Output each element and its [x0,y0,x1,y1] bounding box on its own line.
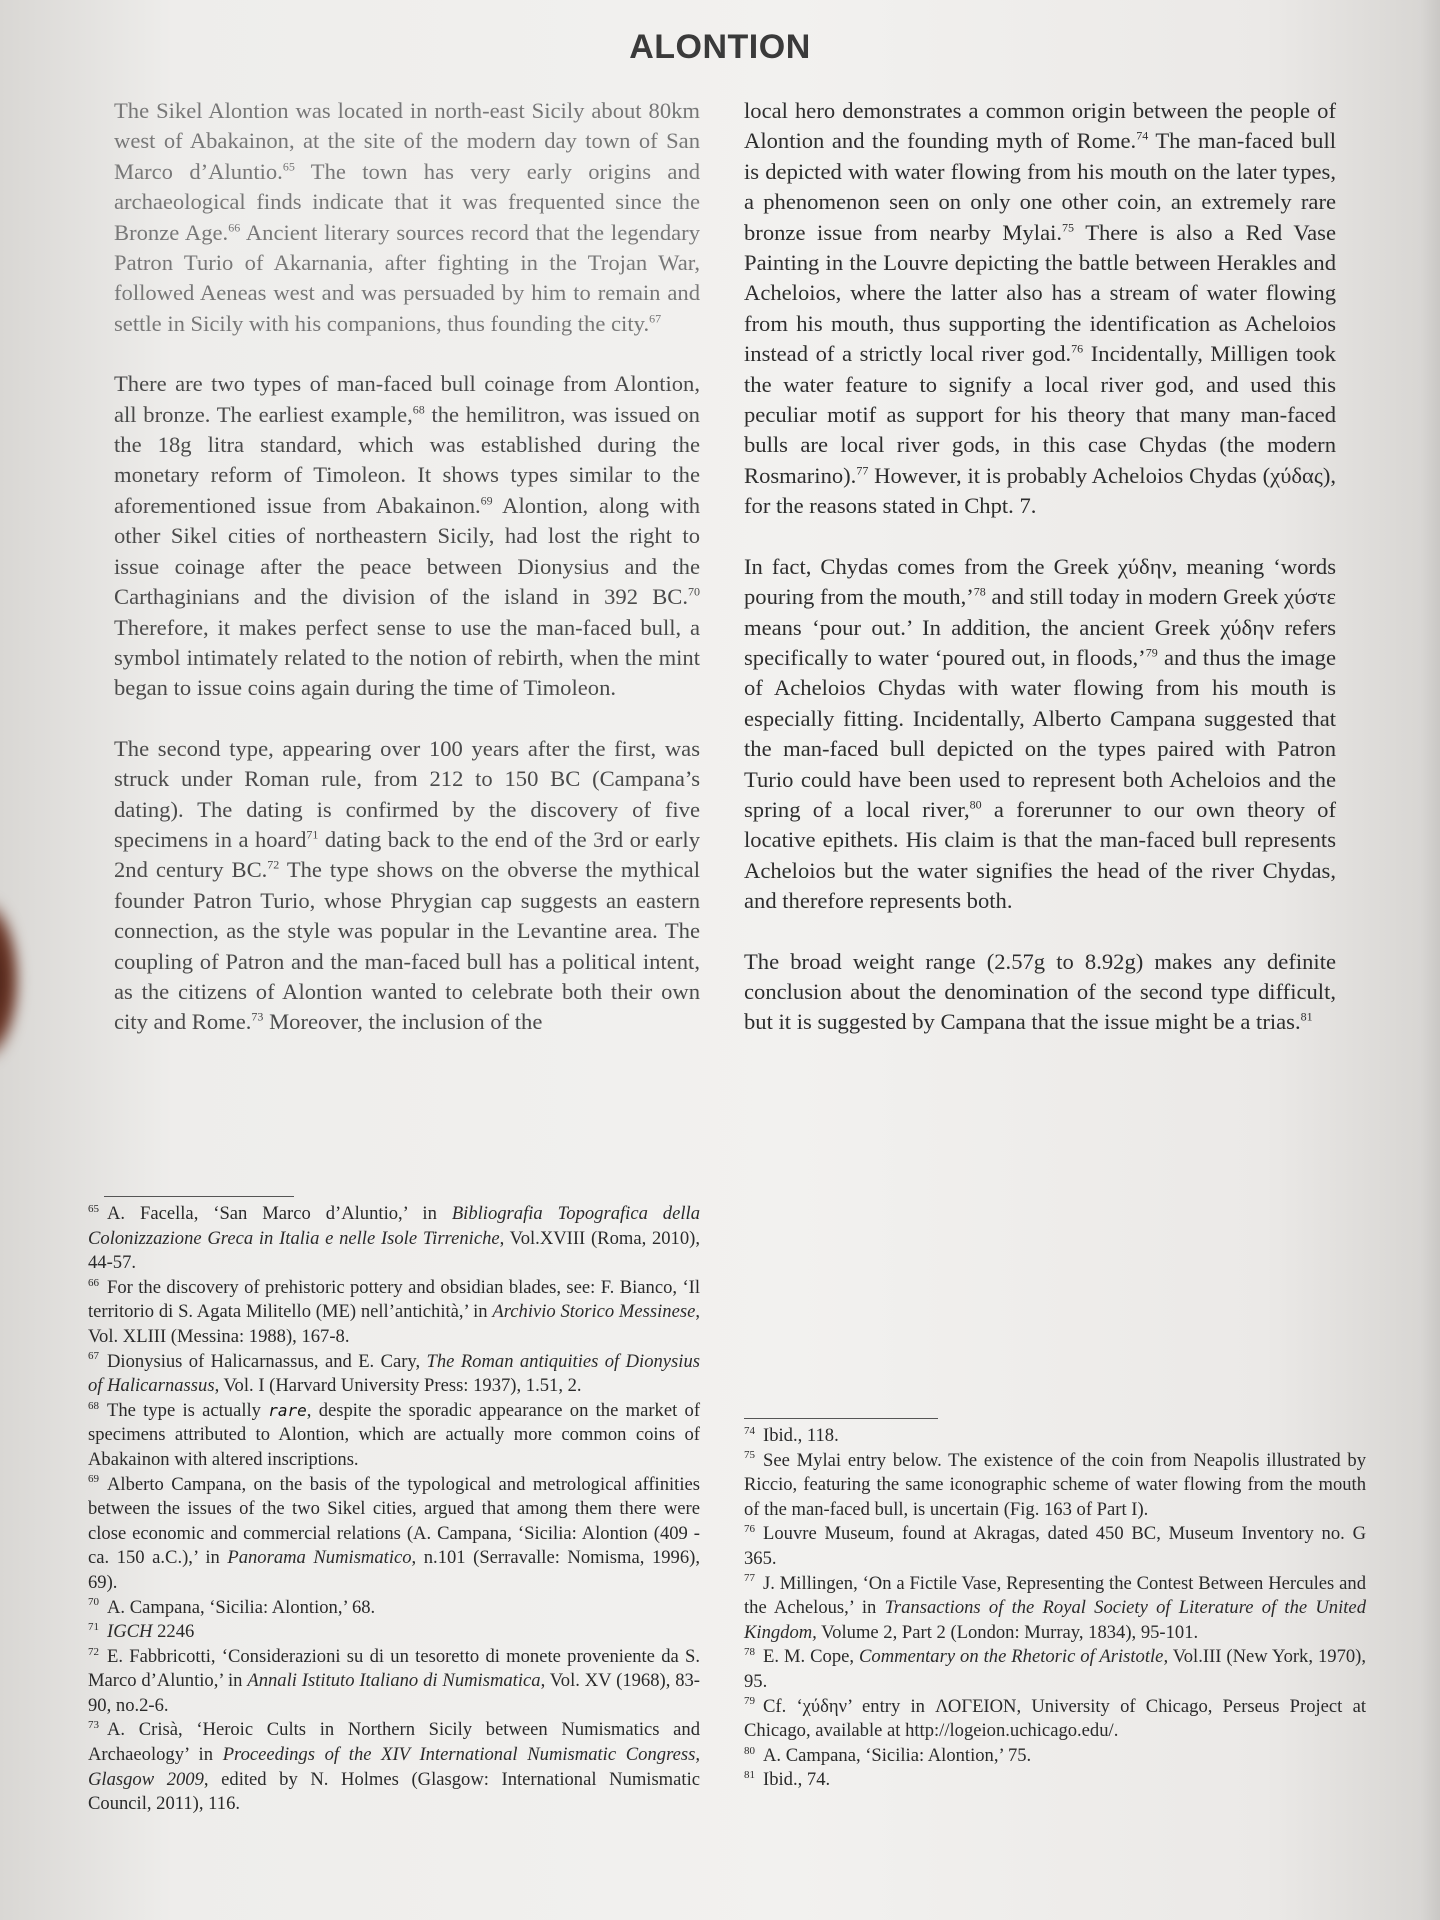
footnote-number: 70 [88,1596,99,1609]
footnote [744,1572,1366,1646]
footnote [88,1276,700,1350]
paragraph-text: There are two types of man-faced bull coinage from Alontion, all bronze. The earliest example, [114,371,700,427]
paragraph-text: Ancient literary sources record that the legendary Patron Turio of Akarnania, after fighting in the Trojan War, followed Aeneas west and was persuaded by him to remain and settle in Sicily with his companions, thus founding the city. [114,219,700,336]
footnote-number: 80 [744,1744,755,1757]
paragraph-text: the hemilitron, was issued on the 18g litra standard, which was established during the monetary reform of Timoleon. It shows types similar to the aforementioned issue from Abakainon. [114,401,700,518]
footnote-title: Annali Istituto Italiano di Numismatica [247,1670,541,1692]
footnote-text: Alberto Campana, on the basis of the typological and metrological affinities between the issues of the two Sikel cities, argued that among them there were close economic and commercial relations (A. Campana, ‘Sicilia: Alontion (409 - ca. 150 a.C.),’ in [88,1473,700,1569]
paragraph-text: Therefore, it makes perfect sense to use the man-faced bull, a symbol intimately related to the notion of rebirth, when the mint began to issue coins again during the time of Timoleon. [114,614,700,701]
page-edge-shadow [1420,0,1440,1920]
footnote-text: A. Facella, ‘San Marco d’Aluntio,’ in [107,1203,452,1224]
footnote-text: The type is actually [107,1399,269,1421]
footnote-ref: 80 [969,797,982,812]
footnote-text: Volume 2, Part 2 (London: Murray, 1834), 95-101. [816,1621,1199,1643]
footnote-ref: 81 [1300,1009,1313,1024]
paragraph [114,734,700,1038]
footnote-ref: 75 [1062,220,1075,235]
page-title: ALONTION [629,28,811,66]
footnote-number: 73 [88,1719,99,1732]
footnote [744,1424,1366,1449]
footnote-text: Louvre Museum, found at Akragas, dated 450 BC, Museum Inventory no. G 365. [744,1523,1366,1569]
footnote-text: 2246 [152,1621,195,1643]
footnote-text: E. Fabbricotti, ‘Considerazioni su di un tesoretto di monete proveniente da S. Marco d’Aluntio,’ in [88,1645,700,1692]
footnote-ref: 74 [1136,128,1149,143]
footnote-title: Proceedings of the XIV International Numismatic Congress, Glasgow 2009 [88,1744,700,1790]
footnote-text: , despite the sporadic appearance on the market of specimens attributed to Alontion, which are actually more common coins of Abakainon with altered inscriptions. [88,1399,701,1470]
footnote-number: 67 [88,1350,99,1363]
footnote-number: 77 [744,1572,755,1585]
footnote-separator [104,1196,294,1197]
footnote-number: 65 [88,1202,99,1215]
footnote-number: 71 [88,1620,99,1633]
footnote [744,1744,1366,1769]
footnote-text: , Vol. XLIII (Messina: 1988), 167-8. [88,1301,700,1347]
footnote-number: 81 [744,1769,755,1782]
footnote-title: The Roman antiquities of Dionysius of Halicarnassus [88,1350,700,1397]
footnote [88,1473,700,1596]
paragraph [744,552,1336,917]
footnote-text: Dionysius of Halicarnassus, and E. Cary, [107,1350,427,1372]
footnote-text: See Mylai entry below. The existence of the coin from Neapolis illustrated by Riccio, featuring the same iconographic scheme of water flowing from the mouth of the man-faced bull, is uncertain (Fig. 163 of Part I). [744,1449,1366,1520]
footnote-ref: 71 [306,827,319,842]
footnote-title: Panorama Numismatico [227,1547,412,1569]
footnote-number: 66 [88,1276,99,1289]
footnote-title: Bibliografia Topografica della Colonizzazione Greca in Italia e nelle Isole Tirreniche [88,1203,700,1249]
footnote [744,1645,1366,1694]
footnote-title: Transactions of the Royal Society of Literature of the United Kingdom, [744,1597,1366,1643]
left-column [114,96,700,1068]
footnote-ref: 65 [282,159,295,174]
footnote-text: , edited by N. Holmes (Glasgow: International Numismatic Council, 2011), 116. [88,1768,700,1815]
footnote-title: Commentary on the Rhetoric of Aristotle, [859,1646,1169,1668]
footnote-number: 74 [744,1424,755,1437]
footnote-ref: 68 [412,402,425,417]
footnote-text: , n.101 (Serravalle: Nomisma, 1996), 69). [88,1547,700,1593]
paragraph [114,369,700,703]
footnote-ref: 67 [649,311,662,326]
thumb-shadow [0,900,20,1060]
paragraph [114,96,700,339]
paragraph-text: and still today in modern Greek χύστε means ‘pour out.’ In addition, the ancient Greek χύδην refers specifically to water ‘poured out, in floods,’ [744,584,1336,670]
footnote-ref: 77 [856,463,869,478]
footnote [744,1449,1366,1523]
footnote-text: A. Campana, ‘Sicilia: Alontion,’ 68. [107,1596,376,1618]
footnote-text: Cf. ‘χύδην’ entry in ΛΟΓΕΙΟΝ, University of Chicago, Perseus Project at Chicago, available at http://logeion.uchicago.edu/. [744,1695,1366,1742]
paragraph-text: The man-faced bull is depicted with water flowing from his mouth on the later types, a phenomenon seen on only one other coin, an extremely rare bronze issue from nearby Mylai. [744,128,1337,245]
right-column [744,96,1336,1068]
paragraph-text: Moreover, the inclusion of the [263,1009,543,1035]
footnote [88,1645,700,1719]
footnote-ref: 78 [973,584,986,599]
paragraph-text: The type shows on the obverse the mythical founder Patron Turio, whose Phrygian cap suggests an eastern connection, as the style was popular in the Levantine area. The coupling of Patron and the man-faced bull has a political intent, as the citizens of Alontion wanted to celebrate both their own city and Rome. [114,857,700,1035]
footnote-ref: 73 [251,1009,264,1024]
paragraph-text: There is also a Red Vase Painting in the Louvre depicting the battle between Herakles and Acheloios, where the latter also has a stream of water flowing from his mouth, thus supporting the identification as Acheloios instead of a strictly local river god. [744,219,1336,367]
paragraph-text: The second type, appearing over 100 years after the first, was struck under Roman rule, from 212 to 150 BC (Campana’s dating). The dating is confirmed by the discovery of five specimens in a hoard [114,735,700,852]
footnote-text: , Vol. XV (1968), 83-90, no.2-6. [88,1670,700,1716]
footnote [88,1399,700,1473]
footnote-text: A. Campana, ‘Sicilia: Alontion,’ 75. [763,1744,1032,1766]
footnote-number: 72 [88,1645,99,1658]
paragraph-text: In fact, Chydas comes from the Greek χύδην, meaning ‘words pouring from the mouth,’ [744,553,1336,610]
footnotes-right [744,1424,1366,1793]
footnote-text: E. M. Cope, [763,1646,860,1668]
paragraph-text: local hero demonstrates a common origin between the people of Alontion and the founding myth of Rome. [744,98,1336,154]
footnote [88,1620,700,1645]
footnote-number: 79 [744,1695,755,1708]
footnote [744,1768,1366,1793]
footnote-text: , Vol.XVIII (Roma, 2010), 44-57. [88,1227,700,1274]
footnote-text: For the discovery of prehistoric pottery and obsidian blades, see: F. Bianco, ‘Il territorio di S. Agata Militello (ME) nell’antichità,’ in [88,1276,700,1323]
footnote-ref: 76 [1071,341,1084,356]
paragraph-text: and thus the image of Acheloios Chydas with water flowing from his mouth is especially fitting. Incidentally, Alberto Campana suggested that the man-faced bull depicted on the types paired with Patron Turio could have been used to represent both Acheloios and the spring of a local river, [744,644,1336,822]
footnote-title: Archivio Storico Messinese [492,1301,696,1323]
footnote-text: Vol.III (New York, 1970), 95. [744,1646,1367,1692]
footnote-text: J. Millingen, ‘On a Fictile Vase, Representing the Contest Between Hercules and the Achelous,’ in [744,1572,1366,1619]
footnote-number: 69 [88,1473,99,1486]
paragraph-text: The Sikel Alontion was located in north-east Sicily about 80km west of Abakainon, at the site of the modern day town of San Marco d’Aluntio. [114,98,700,184]
footnote-text: A. Crisà, ‘Heroic Cults in Northern Sicily between Numismatics and Archaeology’ in [88,1719,700,1766]
footnote-number: 78 [744,1646,755,1659]
footnote-text: Ibid., 118. [763,1425,839,1446]
footnote-number: 76 [744,1523,755,1536]
footnotes-left [88,1202,700,1817]
paragraph-text: However, it is probably Acheloios Chydas (χύδας), for the reasons stated in Chpt. 7. [744,462,1336,519]
footnote-text: Ibid., 74. [763,1769,831,1791]
footnote-ref: 69 [480,493,493,508]
paragraph [744,947,1336,1038]
footnote-ref: 66 [228,220,241,235]
footnote [744,1695,1366,1744]
footnote-number: 68 [88,1399,99,1412]
footnote [88,1202,700,1276]
footnote [88,1350,700,1399]
paragraph-text: Alontion, along with other Sikel cities of northeastern Sicily, had lost the right to issue coinage after the peace between Dionysius and the Carthaginians and the division of the island in 392 BC. [114,492,700,610]
footnote-title: IGCH [107,1621,153,1643]
paragraph-text: Incidentally, Milligen took the water feature to signify a local river god, and used this peculiar motif as support for his theory that many man-faced bulls are local river gods, in this case Chydas (the modern Rosmarino). [744,341,1336,488]
handwritten-word: rare [268,1400,307,1420]
paragraph [744,96,1336,522]
footnote-ref: 79 [1145,645,1158,660]
footnote-separator [744,1418,938,1419]
paragraph-text: a forerunner to our own theory of locative epithets. His claim is that the man-faced bull represents Acheloios but the water signifies the head of the river Chydas, and therefore represents both. [744,796,1336,914]
paragraph-text: dating back to the end of the 3rd or early 2nd century BC. [114,826,700,883]
paragraph-text: The broad weight range (2.57g to 8.92g) makes any definite conclusion about the denomination of the second type difficult, but it is suggested by Campana that the issue might be a trias. [744,948,1336,1035]
footnote-ref: 72 [267,857,280,872]
footnote-number: 75 [744,1449,755,1462]
footnote-text: , Vol. I (Harvard University Press: 1937), 1.51, 2. [214,1375,582,1397]
footnote [88,1718,700,1816]
paragraph-text: The town has very early origins and archaeological finds indicate that it was frequented since the Bronze Age. [114,158,700,245]
footnote-ref: 70 [688,584,700,599]
footnote [744,1522,1366,1571]
footnote [88,1596,700,1621]
